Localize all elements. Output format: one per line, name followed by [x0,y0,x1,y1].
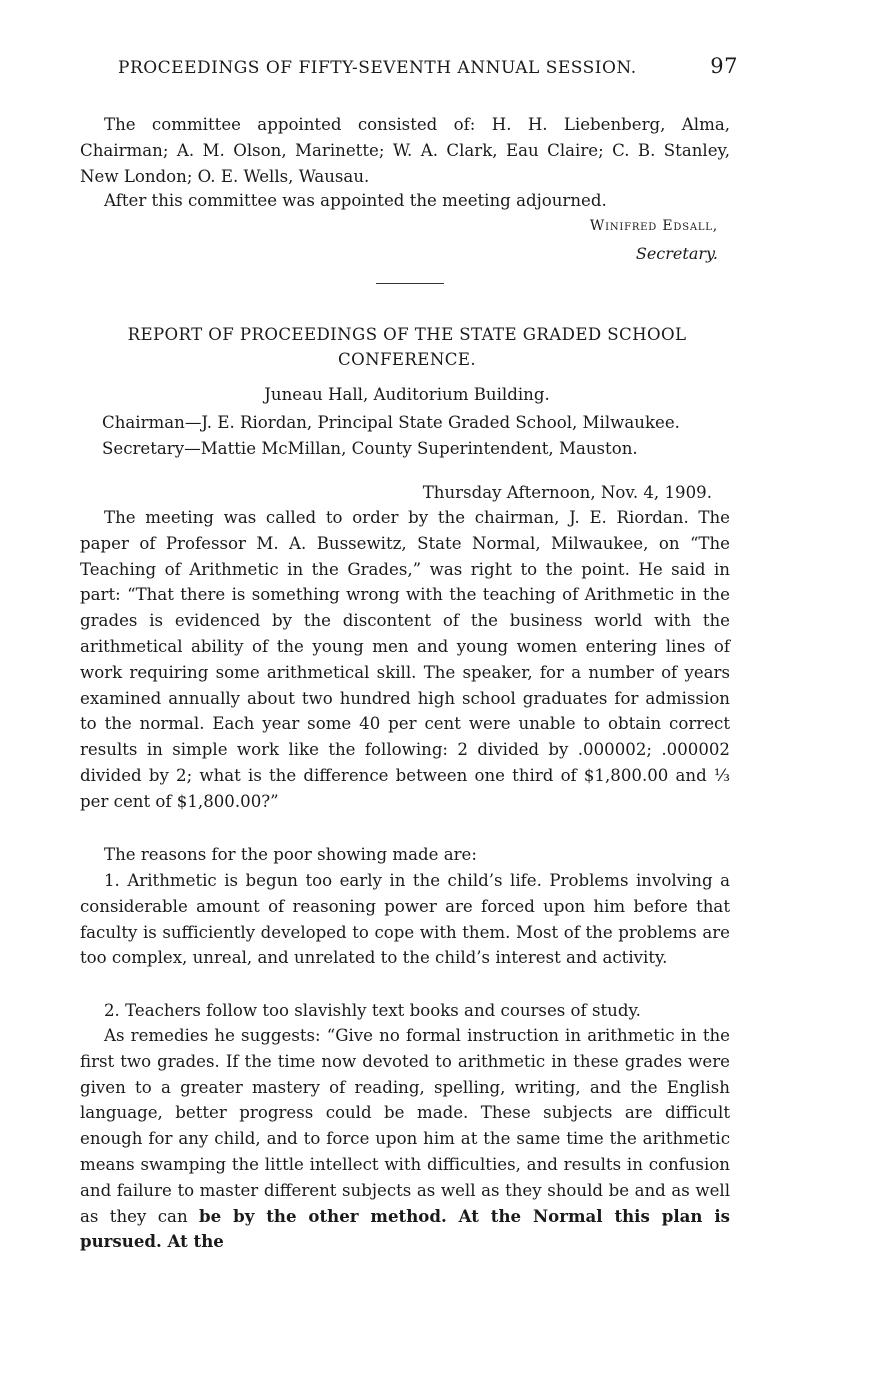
signature-name: Winifred Edsall, [589,218,718,234]
report-secretary: Secretary—Mattie McMillan, County Superintendent, Mauston. [102,439,638,458]
page-number: 97 [710,54,738,78]
running-head [118,54,738,78]
committee-paragraph: The committee appointed consisted of: H. H. Liebenberg, Alma, Chairman; A. M. Olson, Marinette; W. A. Clark, Eau Claire; C. B. Stanley, New London; O. E. Wells, Wausau. [80,115,730,186]
remedies-text: As remedies he suggests: “Give no formal instruction in arithmetic in the first two grades. If the time now devoted to arithmetic in these grades were given to a greater mastery of reading, spelling, writing, and the English language, better progress could be made. These subjects are difficult enough for any child, and to force upon him at the same time the arithmetic means swamping the little intellect with difficulties, and results in confusion and failure to master different subjects as well as they should be and as well as they can [80,1026,730,1226]
remedies-text-tail: be by the other method. At the Normal this plan is pursued. At the [80,1205,730,1252]
signature-title: Secretary. [635,244,718,263]
meeting-date: Thursday Afternoon, Nov. 4, 1909. [422,483,712,502]
report-chairman: Chairman—J. E. Riordan, Principal State Graded School, Milwaukee. [102,413,680,432]
reason-one: 1. Arithmetic is begun too early in the child’s life. Problems involving a considerable amount of reasoning power are forced upon him before that faculty is sufficiently developed to cope with them. Most of the problems are too complex, unreal, and unrelated to the child’s interest and activity. [80,871,730,968]
report-venue: Juneau Hall, Auditorium Building. [264,385,550,404]
report-title: REPORT OF PROCEEDINGS OF THE STATE GRADED SCHOOL CONFERENCE. [127,325,687,369]
adjourned-paragraph: After this committee was appointed the meeting adjourned. [104,191,607,210]
section-divider [376,283,444,284]
running-title: PROCEEDINGS OF FIFTY-SEVENTH ANNUAL SESSION. [118,58,637,78]
reason-two: 2. Teachers follow too slavishly text books and courses of study. [104,1001,641,1020]
reasons-intro: The reasons for the poor showing made are: [104,845,477,864]
remedies-paragraph [80,1023,730,1255]
meeting-paragraph: The meeting was called to order by the chairman, J. E. Riordan. The paper of Professor M. A. Bussewitz, State Normal, Milwaukee, on “The Teaching of Arithmetic in the Grades,” was right to the point. He said in part: “That there is something wrong with the teaching of Arithmetic in the grades is evidenced by the discontent of the business world with the arithmetical ability of the young men and young women entering lines of work requiring some arithmetical skill. The speaker, for a number of years examined annually about two hundred high school graduates for admission to the normal. Each year some 40 per cent were unable to obtain correct results in simple work like the following: 2 divided by .000002; .000002 divided by 2; what is the difference between one third of $1,800.00 and ⅓ per cent of $1,800.00?” [80,508,730,811]
